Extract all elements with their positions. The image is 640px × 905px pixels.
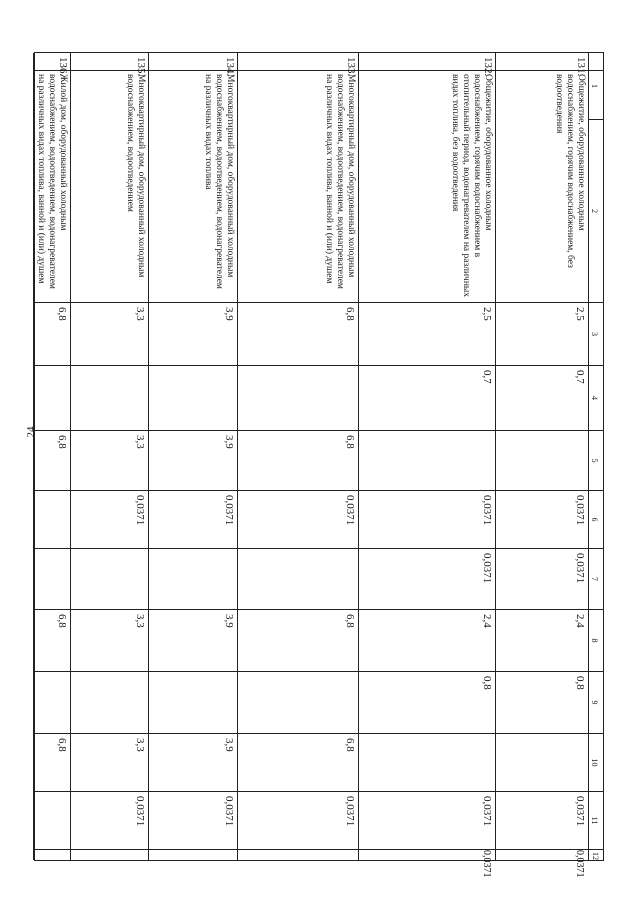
value-cell-col-10 xyxy=(496,733,588,791)
value-cell-col-6: 0,0371 xyxy=(71,490,148,548)
number-column-divider xyxy=(35,70,603,71)
value-cell-col-9 xyxy=(238,671,358,733)
row-description-cell xyxy=(238,53,358,302)
row-description: Многоквартирный дом, оборудованный холодным водоснабжением, водоотведением, водонагревателем на различных видах топлива, ванной и (или) душем xyxy=(324,74,356,289)
row-description: Общежитие, оборудованное холодным водоснабжением, горячим водоснабжением в отопительный период, водонагревателем на различных видах топлива, без водоотведения xyxy=(450,74,493,298)
row-description: Жилой дом, оборудованный холодным водоснабжением, водоотведением, водонагревателем на различных видах топлива, ванной и (или) душем xyxy=(36,74,68,289)
value-cell-col-9: 0,8 xyxy=(496,671,588,733)
value-cell-col-11: 0,0371 xyxy=(238,791,358,849)
value-cell-col-3: 6,8 xyxy=(34,302,70,365)
value-cell-col-5: 3,9 xyxy=(149,430,237,490)
value-cell-col-8: 3,9 xyxy=(149,609,237,671)
header-col-7: 7 xyxy=(589,548,603,609)
table-header-row xyxy=(588,53,603,860)
table-row xyxy=(70,53,148,860)
value-cell-col-3: 3,3 xyxy=(71,302,148,365)
value-cell-col-5: 3,3 xyxy=(71,430,148,490)
value-cell-col-8: 6,8 xyxy=(34,609,70,671)
value-cell-col-3: 3,9 xyxy=(149,302,237,365)
table-row xyxy=(33,53,70,860)
value-cell-col-8: 3,3 xyxy=(71,609,148,671)
header-col-2: 2 xyxy=(589,119,603,302)
value-cell-col-10: 6,8 xyxy=(34,733,70,791)
header-col-6: 6 xyxy=(589,490,603,548)
value-cell-col-4 xyxy=(71,365,148,430)
header-col-10: 10 xyxy=(589,733,603,791)
header-col-11: 11 xyxy=(589,791,603,849)
row-description-cell xyxy=(359,53,495,302)
value-cell-col-6: 0,0371 xyxy=(496,490,588,548)
value-cell-col-6 xyxy=(34,490,70,548)
row-description: Многоквартирный дом, оборудованный холодным водоснабжением, водоотведением, водонагревателем на различных видах топлива xyxy=(203,74,235,289)
value-cell-col-8: 2,4 xyxy=(496,609,588,671)
value-cell-col-11: 0,0371 xyxy=(71,791,148,849)
value-cell-col-12: 0,0371 xyxy=(359,849,495,862)
value-cell-col-6: 0,0371 xyxy=(359,490,495,548)
table-row xyxy=(237,53,358,860)
value-cell-col-12 xyxy=(34,849,70,862)
header-col-3: 3 xyxy=(589,302,603,365)
value-cell-col-9 xyxy=(149,671,237,733)
row-number: 134. xyxy=(224,57,236,77)
header-col-8: 8 xyxy=(589,609,603,671)
value-cell-col-7: 0,0371 xyxy=(496,548,588,609)
value-cell-col-11: 0,0371 xyxy=(496,791,588,849)
value-cell-col-3: 2,5 xyxy=(496,302,588,365)
value-cell-col-9 xyxy=(71,671,148,733)
value-cell-col-4 xyxy=(149,365,237,430)
header-col-12: 12 xyxy=(589,849,603,862)
value-cell-col-6: 0,0371 xyxy=(149,490,237,548)
value-cell-col-7 xyxy=(71,548,148,609)
value-cell-col-10: 3,3 xyxy=(71,733,148,791)
value-cell-col-7 xyxy=(238,548,358,609)
row-number: 136. xyxy=(57,57,69,77)
value-cell-col-8: 6,8 xyxy=(238,609,358,671)
row-description-cell xyxy=(149,53,237,302)
table-row xyxy=(358,53,495,878)
value-cell-col-7 xyxy=(149,548,237,609)
value-cell-col-4 xyxy=(34,365,70,430)
value-cell-col-12 xyxy=(149,849,237,862)
value-cell-col-12 xyxy=(71,849,148,862)
header-col-9: 9 xyxy=(589,671,603,733)
header-col-5: 5 xyxy=(589,430,603,490)
value-cell-col-5 xyxy=(496,430,588,490)
value-cell-col-4: 0,7 xyxy=(359,365,495,430)
row-number: 132. xyxy=(482,57,494,77)
value-cell-col-10: 3,9 xyxy=(149,733,237,791)
value-cell-col-5: 6,8 xyxy=(34,430,70,490)
page-number: 24 xyxy=(25,426,37,438)
value-cell-col-5: 6,8 xyxy=(238,430,358,490)
row-number: 133. xyxy=(345,57,357,77)
row-description-cell xyxy=(71,53,148,302)
value-cell-col-5 xyxy=(359,430,495,490)
value-cell-col-6: 0,0371 xyxy=(238,490,358,548)
row-description: Многоквартирный дом, оборудованный холодным водоснабжением, водоотведением xyxy=(125,74,146,278)
value-cell-col-8: 2,4 xyxy=(359,609,495,671)
row-description-cell xyxy=(496,53,588,302)
row-description: Общежитие, оборудованное холодным водоснабжением, горячим водоснабжением, без водоотведения xyxy=(554,74,586,268)
header-col-1: 1 xyxy=(590,84,599,88)
tariff-table xyxy=(34,52,604,878)
value-cell-col-3: 6,8 xyxy=(238,302,358,365)
table-row xyxy=(148,53,237,860)
value-cell-col-4: 0,7 xyxy=(496,365,588,430)
value-cell-col-7 xyxy=(34,548,70,609)
value-cell-col-11 xyxy=(34,791,70,849)
value-cell-col-3: 2,5 xyxy=(359,302,495,365)
value-cell-col-12: 0,0371 xyxy=(496,849,588,862)
header-col-4: 4 xyxy=(589,365,603,430)
value-cell-col-10 xyxy=(359,733,495,791)
value-cell-col-10: 6,8 xyxy=(238,733,358,791)
value-cell-col-4 xyxy=(238,365,358,430)
value-cell-col-11: 0,0371 xyxy=(149,791,237,849)
value-cell-col-11: 0,0371 xyxy=(359,791,495,849)
value-cell-col-9: 0,8 xyxy=(359,671,495,733)
table-row xyxy=(495,53,588,878)
value-cell-col-7: 0,0371 xyxy=(359,548,495,609)
row-number: 131. xyxy=(575,57,587,77)
row-description-cell xyxy=(34,53,70,302)
value-cell-col-12 xyxy=(238,849,358,862)
row-number: 135. xyxy=(135,57,147,77)
value-cell-col-9 xyxy=(34,671,70,733)
